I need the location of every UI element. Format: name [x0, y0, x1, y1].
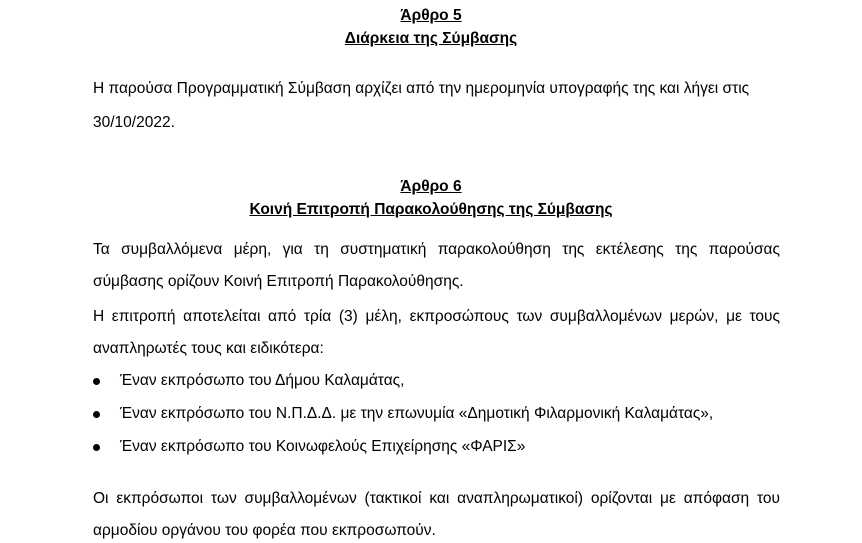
article-5-paragraph-line-2: 30/10/2022.: [93, 114, 175, 131]
bullet-icon: [93, 378, 100, 385]
article-6-paragraph-1-line-1: Τα συμβαλλόμενα μέρη, για τη συστηματική παρακολούθηση της εκτέλεσης της παρούσας: [93, 241, 780, 258]
article-6-number: Άρθρο 6: [400, 178, 462, 195]
bullet-icon: [93, 411, 100, 418]
bullet-icon: [93, 444, 100, 451]
article-6-paragraph-1-line-2: σύμβασης ορίζουν Κοινή Επιτροπή Παρακολούθησης.: [93, 273, 464, 290]
article-5-number: Άρθρο 5: [400, 7, 462, 24]
list-item-text: Έναν εκπρόσωπο του Κοινωφελούς Επιχείρησης «ΦΑΡΙΣ»: [120, 438, 526, 455]
article-5-title: Διάρκεια της Σύμβασης: [344, 30, 518, 47]
list-item-text: Έναν εκπρόσωπο του Ν.Π.Δ.Δ. με την επωνυμία «Δημοτική Φιλαρμονική Καλαμάτας»,: [120, 405, 714, 422]
article-6-paragraph-3-line-2: αρμοδίου οργάνου του φορέα που εκπροσωπούν.: [93, 522, 436, 539]
list-item-text: Έναν εκπρόσωπο του Δήμου Καλαμάτας,: [120, 372, 405, 389]
article-6-paragraph-3-line-1: Οι εκπρόσωποι των συμβαλλομένων (τακτικοί και αναπληρωματικοί) ορίζονται με απόφαση του: [93, 490, 780, 507]
article-6-title: Κοινή Επιτροπή Παρακολούθησης της Σύμβασης: [249, 201, 613, 218]
article-6-paragraph-2-line-2: αναπληρωτές τους και ειδικότερα:: [93, 340, 324, 357]
article-6-paragraph-2-line-1: Η επιτροπή αποτελείται από τρία (3) μέλη, εκπροσώπους των συμβαλλομένων μερών, με τους: [93, 308, 780, 325]
article-5-paragraph-line-1: Η παρούσα Προγραμματική Σύμβαση αρχίζει από την ημερομηνία υπογραφής της και λήγει στις: [93, 80, 750, 97]
